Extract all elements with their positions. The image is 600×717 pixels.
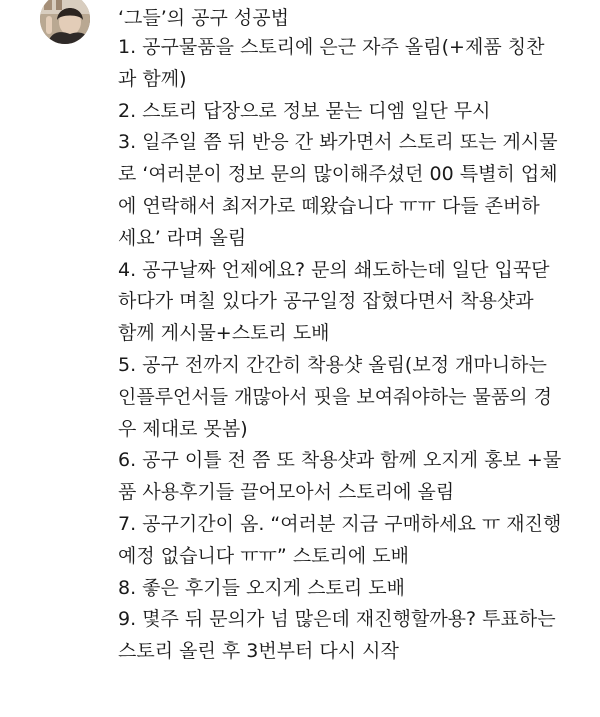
list-item-line: 3. 일주일 쯤 뒤 반응 간 봐가면서 스토리 또는 게시물 <box>118 131 558 154</box>
list-item-line: 예정 없습니다 ㅠㅠ” 스토리에 도배 <box>118 544 409 567</box>
list-item-line: 2. 스토리 답장으로 정보 묻는 디엠 일단 무시 <box>118 99 491 122</box>
list-item <box>118 604 588 668</box>
list-item-line: 인플루언서들 개많아서 핏을 보여줘야하는 물품의 경 <box>118 385 552 408</box>
list-item-line: 하다가 며칠 있다가 공구일정 잡혔다면서 착용샷과 <box>118 290 534 313</box>
list-item-line: 에 연락해서 최저가로 떼왔습니다 ㅠㅠ 다들 존버하 <box>118 194 540 217</box>
list-item-line: 품 사용후기들 끌어모아서 스토리에 올림 <box>118 481 455 504</box>
list-item-line: 4. 공구날짜 언제에요? 문의 쇄도하는데 일단 입꾹닫 <box>118 258 550 281</box>
list-item-line: 5. 공구 전까지 간간히 착용샷 올림(보정 개마니하는 <box>118 353 547 376</box>
list-item <box>118 255 588 350</box>
list-item <box>118 127 588 254</box>
list-item <box>118 445 588 509</box>
avatar-photo-icon <box>40 0 90 44</box>
list-item-line: 8. 좋은 후기들 오지게 스토리 도배 <box>118 576 405 599</box>
list-item-line: 7. 공구기간이 옴. “여러분 지금 구매하세요 ㅠ 재진행 <box>118 512 562 535</box>
list-item-line: 로 ‘여러분이 정보 문의 많이해주셨던 00 특별히 업체 <box>118 163 558 186</box>
list-item-line: 과 함께) <box>118 67 187 90</box>
list-item <box>118 350 588 445</box>
list-item-line: 6. 공구 이틀 전 쯤 또 착용샷과 함께 오지게 홍보 +물 <box>118 449 562 472</box>
avatar[interactable] <box>40 0 90 44</box>
list-item <box>118 573 588 605</box>
list-item <box>118 32 588 96</box>
steps-list <box>118 32 588 668</box>
list-item <box>118 509 588 573</box>
list-item-line: 우 제대로 못봄) <box>118 417 248 440</box>
list-item-line: 9. 몇주 뒤 문의가 넘 많은데 재진행할까용? 투표하는 <box>118 608 556 631</box>
post-content <box>118 4 588 668</box>
list-item-line: 스토리 올린 후 3번부터 다시 시작 <box>118 640 399 663</box>
list-item-line: 세요’ 라며 올림 <box>118 226 247 249</box>
list-item-line: 함께 게시물+스토리 도배 <box>118 322 330 345</box>
post-title: ‘그들’의 공구 성공법 <box>118 7 289 29</box>
list-item-line: 1. 공구물품을 스토리에 은근 자주 올림(+제품 칭찬 <box>118 36 545 58</box>
list-item <box>118 96 588 128</box>
